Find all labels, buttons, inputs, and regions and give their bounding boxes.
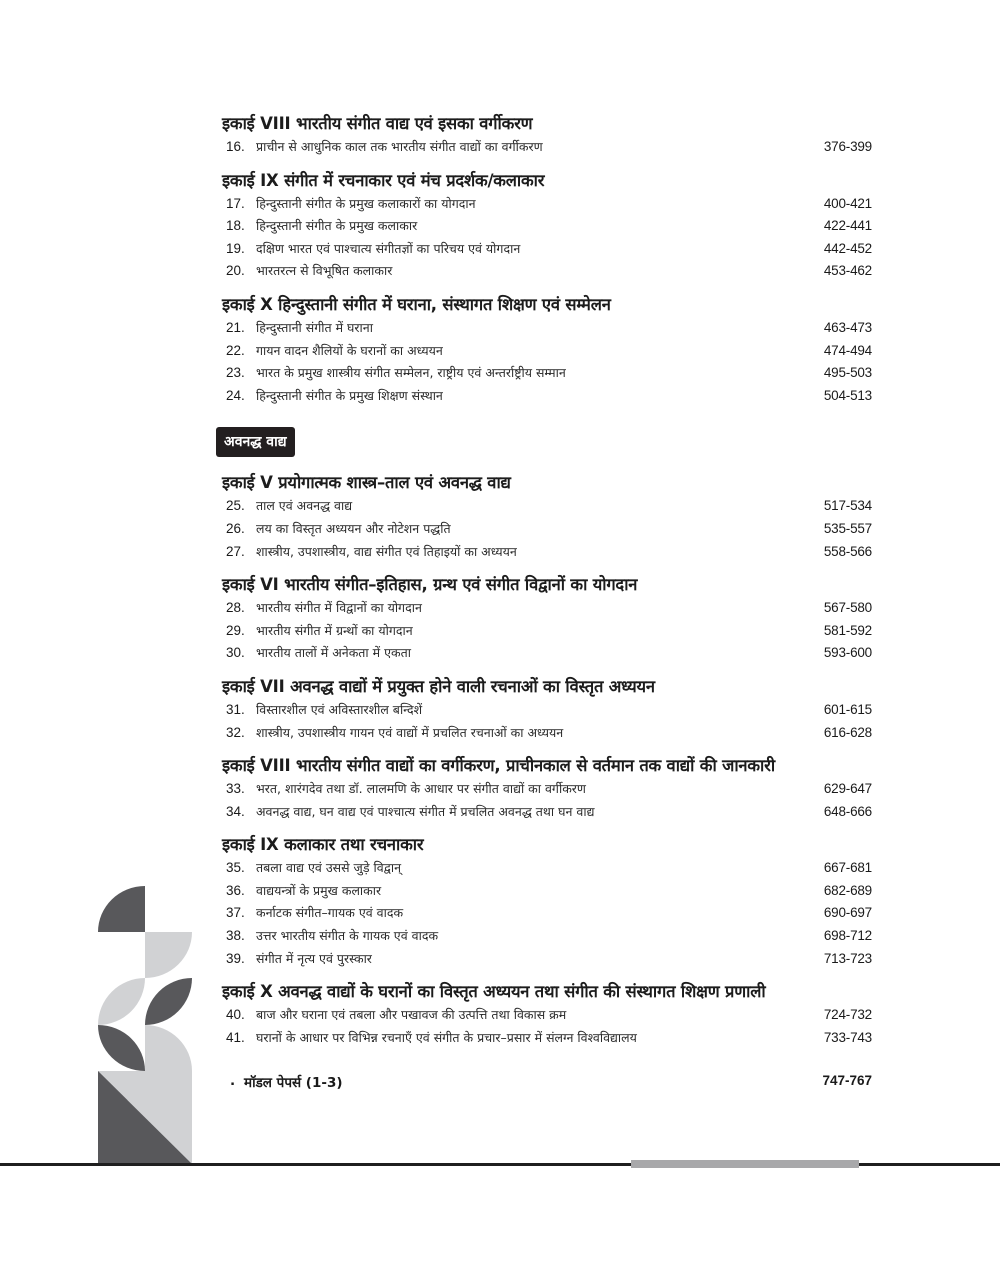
chapter-title: घरानों के आधार पर विभिन्न रचनाएँ एवं संगीत के प्रचार–प्रसार में संलग्न विश्वविद्यालय (256, 1029, 637, 1045)
chapter-title: बाज और घराना एवं तबला और पखावज की उत्पत्ति तथा विकास क्रम (256, 1007, 567, 1023)
model-papers-pages: 747-767 (822, 1073, 872, 1089)
chapter-pages: 593-600 (823, 645, 872, 661)
chapter-entry[interactable] (222, 699, 872, 722)
chapter-number: 22. (226, 342, 245, 358)
toc-part-2 (222, 471, 872, 1059)
chapter-number: 28. (226, 600, 245, 616)
chapter-title: संगीत में नृत्य एवं पुरस्कार (256, 950, 372, 966)
spacer (222, 823, 872, 833)
chapter-entry[interactable] (222, 518, 872, 541)
spacer (222, 744, 872, 754)
chapter-number: 35. (226, 860, 245, 876)
chapter-pages: 376-399 (823, 139, 872, 154)
chapter-number: 25. (226, 498, 245, 514)
chapter-entry[interactable] (222, 778, 872, 801)
chapter-entry[interactable] (222, 620, 872, 643)
chapter-pages: 442-452 (823, 240, 872, 256)
chapter-title: भरत, शारंगदेव तथा डॉ. लालमणि के आधार पर संगीत वाद्यों का वर्गीकरण (256, 781, 586, 797)
chapter-entry[interactable] (222, 362, 872, 385)
chapter-entry[interactable] (222, 136, 872, 159)
chapter-entry[interactable] (222, 193, 872, 216)
chapter-title: कर्नाटक संगीत–गायक एवं वादक (256, 905, 404, 921)
model-papers-entry[interactable] (222, 1073, 872, 1091)
chapter-title: लय का विस्तृत अध्ययन और नोटेशन पद्धति (256, 520, 451, 536)
chapter-pages: 517-534 (823, 498, 872, 514)
chapter-number: 36. (226, 882, 245, 898)
chapter-title: भारतीय संगीत में ग्रन्थों का योगदान (256, 622, 413, 638)
chapter-pages: 733-743 (823, 1029, 872, 1045)
spacer (222, 1049, 872, 1059)
chapter-number: 39. (226, 950, 245, 966)
chapter-pages: 504-513 (823, 387, 872, 403)
chapter-number: 31. (226, 701, 245, 717)
chapter-title: प्राचीन से आधुनिक काल तक भारतीय संगीत वाद्यों का वर्गीकरण (256, 139, 543, 154)
chapter-number: 32. (226, 724, 245, 740)
chapter-pages: 463-473 (823, 319, 872, 335)
chapter-title: भारतीय संगीत में विद्वानों का योगदान (256, 600, 422, 616)
footer-accent-bar (631, 1160, 859, 1168)
chapter-number: 23. (226, 365, 245, 381)
chapter-number: 27. (226, 543, 245, 559)
chapter-number: 21. (226, 319, 245, 335)
chapter-pages: 581-592 (823, 622, 872, 638)
unit-heading: इकाई VIII भारतीय संगीत वाद्य एवं इसका वर्गीकरण (222, 114, 533, 133)
chapter-title: विस्तारशील एवं अविस्तारशील बन्दिशें (256, 701, 423, 717)
chapter-pages: 558-566 (823, 543, 872, 559)
chapter-number: 30. (226, 645, 245, 661)
decorative-geometric-shape-icon (98, 886, 192, 1164)
chapter-number: 33. (226, 781, 245, 797)
chapter-number: 18. (226, 218, 245, 234)
chapter-number: 29. (226, 622, 245, 638)
chapter-pages: 453-462 (823, 263, 872, 279)
chapter-entry[interactable] (222, 340, 872, 363)
chapter-title: भारतरत्न से विभूषित कलाकार (256, 263, 393, 279)
chapter-pages: 648-666 (823, 803, 872, 819)
chapter-pages: 535-557 (823, 520, 872, 536)
chapter-number: 20. (226, 263, 245, 279)
chapter-entry[interactable] (222, 642, 872, 665)
toc-part-1 (222, 112, 872, 417)
model-papers-title: मॉडल पेपर्स (1-3) (244, 1075, 343, 1092)
unit-heading: इकाई X अवनद्ध वाद्यों के घरानों का विस्तृत अध्ययन तथा संगीत की संस्थागत शिक्षण प्रणाली (222, 982, 766, 1002)
chapter-entry[interactable] (222, 857, 872, 880)
chapter-title: उत्तर भारतीय संगीत के गायक एवं वादक (256, 928, 439, 944)
chapter-pages: 667-681 (823, 860, 872, 876)
chapter-pages: 422-441 (823, 218, 872, 234)
chapter-number: 38. (226, 928, 245, 944)
chapter-pages: 601-615 (823, 701, 872, 717)
spacer (222, 407, 872, 417)
chapter-number: 34. (226, 803, 245, 819)
chapter-entry[interactable] (222, 238, 872, 261)
chapter-entry[interactable] (222, 925, 872, 948)
chapter-pages: 682-689 (823, 882, 872, 898)
chapter-entry[interactable] (222, 317, 872, 340)
chapter-title: शास्त्रीय, उपशास्त्रीय, वाद्य संगीत एवं तिहाइयों का अध्ययन (256, 543, 517, 559)
chapter-pages: 698-712 (823, 928, 872, 944)
chapter-title: हिन्दुस्तानी संगीत के प्रमुख शिक्षण संस्थान (256, 387, 443, 403)
chapter-number: 41. (226, 1029, 245, 1045)
spacer (222, 563, 872, 573)
chapter-pages: 400-421 (823, 195, 872, 211)
chapter-entry[interactable] (222, 1027, 872, 1050)
chapter-title: भारतीय तालों में अनेकता में एकता (256, 645, 411, 661)
chapter-entry[interactable] (222, 385, 872, 408)
chapter-title: शास्त्रीय, उपशास्त्रीय गायन एवं वाद्यों में प्रचलित रचनाओं का अध्ययन (256, 724, 564, 740)
chapter-pages: 724-732 (823, 1007, 872, 1023)
chapter-entry[interactable] (222, 1004, 872, 1027)
chapter-entry[interactable] (222, 948, 872, 971)
chapter-entry[interactable] (222, 541, 872, 564)
chapter-title: हिन्दुस्तानी संगीत के प्रमुख कलाकार (256, 218, 418, 234)
spacer (222, 283, 872, 293)
chapter-title: वाद्ययन्त्रों के प्रमुख कलाकार (256, 882, 382, 898)
unit-heading: इकाई IX कलाकार तथा रचनाकार (222, 835, 424, 855)
chapter-entry[interactable] (222, 880, 872, 903)
table-of-contents (222, 112, 872, 1091)
chapter-title: अवनद्ध वाद्य, घन वाद्य एवं पाश्चात्य संगीत में प्रचलित अवनद्ध तथा घन वाद्य (256, 803, 595, 819)
chapter-number: 24. (226, 387, 245, 403)
chapter-entry[interactable] (222, 495, 872, 518)
chapter-pages: 616-628 (823, 724, 872, 740)
unit-heading: इकाई X हिन्दुस्तानी संगीत में घराना, संस्थागत शिक्षण एवं सम्मेलन (222, 294, 611, 314)
unit-heading: इकाई V प्रयोगात्मक शास्त्र–ताल एवं अवनद्ध वाद्य (222, 473, 511, 493)
chapter-pages: 713-723 (823, 950, 872, 966)
chapter-title: ताल एवं अवनद्ध वाद्य (256, 498, 353, 514)
spacer (222, 159, 872, 169)
chapter-pages: 474-494 (823, 342, 872, 358)
unit-heading: इकाई IX संगीत में रचनाकार एवं मंच प्रदर्शक/कलाकार (222, 170, 545, 190)
chapter-number: 19. (226, 240, 245, 256)
chapter-title: तबला वाद्य एवं उससे जुड़े विद्वान् (256, 860, 402, 876)
unit-heading: इकाई VI भारतीय संगीत–इतिहास, ग्रन्थ एवं संगीत विद्वानों का योगदान (222, 575, 638, 595)
chapter-pages: 690-697 (823, 905, 872, 921)
chapter-pages: 567-580 (823, 600, 872, 616)
chapter-number: 17. (226, 195, 245, 211)
chapter-number: 37. (226, 905, 245, 921)
chapter-entry[interactable] (222, 215, 872, 238)
chapter-entry[interactable] (222, 801, 872, 824)
chapter-title: हिन्दुस्तानी संगीत के प्रमुख कलाकारों का योगदान (256, 195, 476, 211)
chapter-entry[interactable] (222, 597, 872, 620)
section-badge: अवनद्ध वाद्य (216, 427, 295, 457)
chapter-title: दक्षिण भारत एवं पाश्चात्य संगीतज्ञों का परिचय एवं योगदान (256, 240, 521, 256)
model-papers-bullet: . (230, 1073, 236, 1090)
chapter-title: हिन्दुस्तानी संगीत में घराना (256, 319, 373, 335)
chapter-number: 26. (226, 520, 245, 536)
chapter-entry[interactable] (222, 902, 872, 925)
spacer (222, 665, 872, 675)
chapter-number: 16. (226, 139, 245, 154)
chapter-number: 40. (226, 1007, 245, 1023)
spacer (222, 970, 872, 980)
chapter-pages: 629-647 (823, 781, 872, 797)
chapter-title: भारत के प्रमुख शास्त्रीय संगीत सम्मेलन, राष्ट्रीय एवं अन्तर्राष्ट्रीय सम्मान (256, 365, 566, 381)
unit-heading: इकाई VII अवनद्ध वाद्यों में प्रयुक्त होने वाली रचनाओं का विस्तृत अध्ययन (222, 676, 655, 696)
chapter-entry[interactable] (222, 722, 872, 745)
chapter-entry[interactable] (222, 260, 872, 283)
unit-heading: इकाई VIII भारतीय संगीत वाद्यों का वर्गीकरण, प्राचीनकाल से वर्तमान तक वाद्यों की जानकारी (222, 756, 775, 776)
chapter-title: गायन वादन शैलियों के घरानों का अध्ययन (256, 342, 443, 358)
chapter-pages: 495-503 (823, 365, 872, 381)
